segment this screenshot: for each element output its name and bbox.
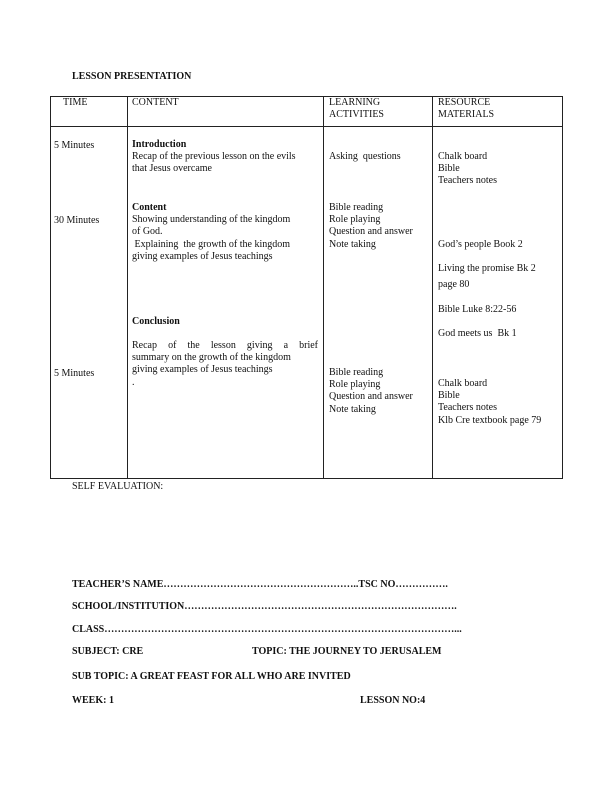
resource-item: page 80 [438,279,470,290]
activity-item: Bible reading [329,202,384,213]
text-line: Recap of the lesson giving a brief [132,340,318,351]
text-line: Showing understanding of the kingdom [132,214,291,226]
school-field: SCHOOL/INSTITUTION………………………………………………………………………. [72,601,457,612]
activity-item: Role playing [329,379,381,391]
resource-item: Bible [438,163,460,175]
time-content: 30 Minutes [54,215,100,226]
activity-item: Role playing [329,214,381,226]
topic-label: TOPIC: THE JOURNEY TO JERUSALEM [252,646,442,657]
conclusion-heading: Conclusion [132,316,180,327]
teacher-name-field: TEACHER’S NAME…………………………………………………..TSC NO……………. [72,579,448,590]
col-divider [432,96,433,479]
text-line: . [132,376,135,388]
header-content: CONTENT [132,97,179,108]
class-field: CLASS……………………………………………………………………………………………... [72,624,462,635]
resource-item: God meets us Bk 1 [438,328,517,339]
sub-topic-label: SUB TOPIC: A GREAT FEAST FOR ALL WHO ARE INVITED [72,671,351,682]
col-divider [50,96,51,479]
text-line: summary on the growth of the kingdom [132,352,291,364]
text-line: that Jesus overcame [132,163,212,175]
header-learning-activities: LEARNING ACTIVITIES [329,97,384,121]
time-intro: 5 Minutes [54,140,95,151]
activity-item: Bible reading [329,367,384,378]
resource-item: Teachers notes [438,175,497,187]
resource-item: Chalk board [438,151,488,162]
activity-item: Note taking [329,403,376,415]
text-line: giving examples of Jesus teachings [132,364,273,376]
header-time: TIME [63,97,88,108]
activities-content [329,202,413,251]
resources-intro [438,151,497,188]
activities-intro [329,151,401,163]
resource-item: Bible Luke 8:22-56 [438,304,517,315]
activities-conclusion [329,367,413,416]
time-conclusion: 5 Minutes [54,368,95,379]
resources-conclusion [438,378,541,427]
lesson-no-label: LESSON NO:4 [360,695,426,706]
activity-item: Question and answer [329,391,413,403]
text-line: Recap of the previous lesson on the evils [132,151,296,163]
resource-item: Living the promise Bk 2 [438,263,536,274]
intro-heading: Introduction [132,139,187,150]
activity-item: Question and answer [329,226,413,238]
activity-item: Note taking [329,238,376,250]
resource-item: Chalk board [438,378,488,389]
resource-item: God’s people Book 2 [438,239,523,250]
col-divider [127,96,128,479]
text-line: of God. [132,226,163,238]
text-line: giving examples of Jesus teachings [132,250,273,262]
section-title: LESSON PRESENTATION [72,71,192,82]
self-evaluation-label: SELF EVALUATION: [72,481,164,492]
text-line: Explaining the growth of the kingdom [132,238,291,250]
content-heading: Content [132,202,167,213]
col-divider [323,96,324,479]
conclusion-cell [132,340,318,389]
content-cell [132,202,318,263]
subject-label: SUBJECT: CRE [72,646,144,657]
resource-item: Teachers notes [438,402,497,414]
header-resource-materials: RESOURCE MATERIALS [438,97,495,121]
resource-item: Bible [438,390,460,402]
col-divider [562,96,563,479]
intro-cell [132,139,318,176]
activity-item: Asking questions [329,151,401,162]
week-label: WEEK: 1 [72,695,114,706]
resource-item: Klb Cre textbook page 79 [438,414,542,426]
